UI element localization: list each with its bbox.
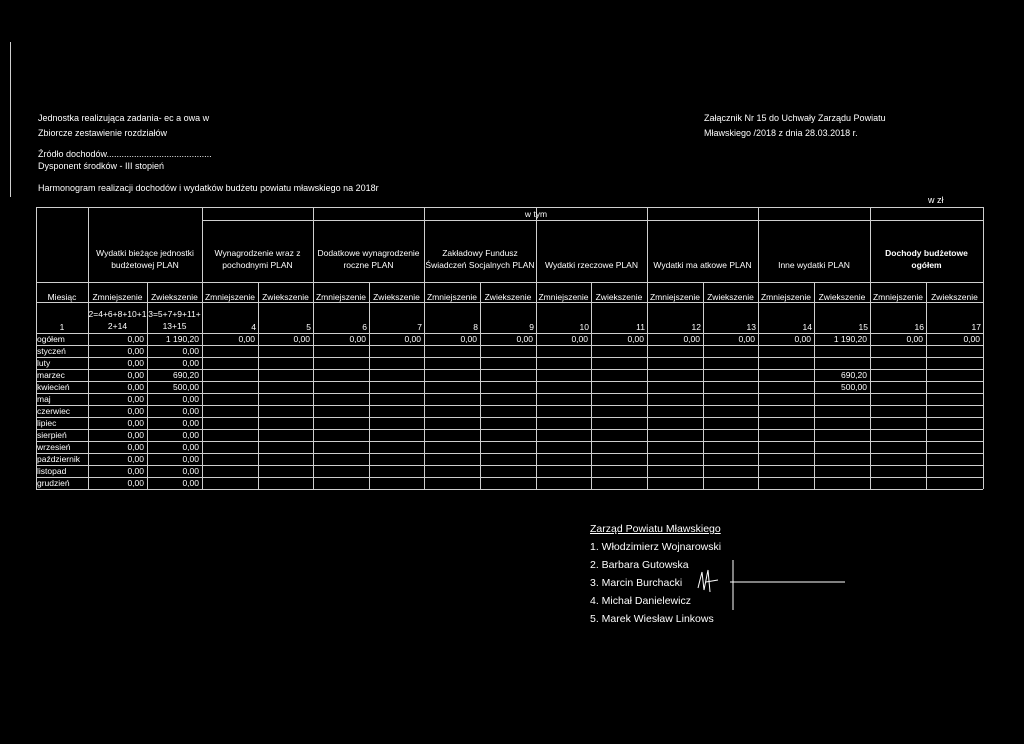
group-header: Dodatkowe wynagrodzenie bbox=[317, 248, 420, 258]
month-label: wrzesień bbox=[37, 442, 71, 452]
subheader: Zmniejszenie bbox=[315, 292, 367, 302]
table-rule bbox=[536, 207, 537, 489]
month-label: grudzień bbox=[37, 478, 70, 488]
column-number: 8 bbox=[473, 322, 478, 332]
table-rule bbox=[36, 489, 983, 490]
table-cell: 0,00 bbox=[127, 478, 144, 488]
group-header: Wynagrodzenie wraz z bbox=[214, 248, 301, 258]
column-number: 4 bbox=[251, 322, 256, 332]
unit-line: Jednostka realizująca zadania- ec a owa w bbox=[38, 113, 210, 123]
table-cell: 0,00 bbox=[963, 334, 980, 344]
column-number: 5 bbox=[306, 322, 311, 332]
subheader: Zwiekszenie bbox=[373, 292, 420, 302]
table-cell: 0,00 bbox=[182, 394, 199, 404]
column-number: 16 bbox=[914, 322, 924, 332]
table-cell: 0,00 bbox=[182, 430, 199, 440]
table-cell: 0,00 bbox=[182, 442, 199, 452]
table-cell: 0,00 bbox=[127, 454, 144, 464]
subheader: Zwiekszenie bbox=[931, 292, 978, 302]
board-member: 2. Barbara Gutowska bbox=[590, 559, 689, 571]
group-header: pochodnymi PLAN bbox=[222, 260, 293, 270]
subheader: Zmniejszenie bbox=[872, 292, 924, 302]
group-header: Wydatki bieżące jednostki bbox=[96, 248, 194, 258]
subheader: Zwiekszenie bbox=[262, 292, 309, 302]
month-label: luty bbox=[37, 358, 51, 368]
table-cell: 500,00 bbox=[841, 382, 867, 392]
group-header: ogółem bbox=[911, 260, 942, 270]
table-cell: 0,00 bbox=[906, 334, 923, 344]
group-header: budżetowej PLAN bbox=[111, 260, 179, 270]
table-cell: 690,20 bbox=[841, 370, 867, 380]
month-label: maj bbox=[37, 394, 51, 404]
table-rule bbox=[870, 220, 983, 221]
month-label: styczeń bbox=[37, 346, 66, 356]
month-label: kwiecień bbox=[37, 382, 70, 392]
group-header: Świadczeń Socjalnych PLAN bbox=[425, 260, 535, 270]
table-cell: 1 190,20 bbox=[165, 334, 199, 344]
table-rule bbox=[758, 207, 759, 489]
table-cell: 690,20 bbox=[173, 370, 199, 380]
group-header: Inne wydatki PLAN bbox=[778, 260, 850, 270]
column-number: 10 bbox=[579, 322, 589, 332]
subheader: Zmniejszenie bbox=[426, 292, 478, 302]
group-header: Zakładowy Fundusz bbox=[442, 248, 518, 258]
subheader: Zmniejszenie bbox=[92, 292, 143, 302]
table-cell: 0,00 bbox=[349, 334, 366, 344]
column-number: 15 bbox=[858, 322, 868, 332]
table-cell: 0,00 bbox=[516, 334, 533, 344]
month-label: lipiec bbox=[37, 418, 57, 428]
table-cell: 0,00 bbox=[404, 334, 421, 344]
board-member: 1. Włodzimierz Wojnarowski bbox=[590, 541, 722, 553]
subheader: Zwiekszenie bbox=[818, 292, 866, 302]
left-margin-rule bbox=[10, 42, 11, 197]
column-number: 2+14 bbox=[107, 321, 128, 331]
table-cell: 0,00 bbox=[460, 334, 477, 344]
table-cell: 0,00 bbox=[182, 418, 199, 428]
month-column-header: Miesiąc bbox=[47, 292, 77, 302]
subheader: Zwiekszenie bbox=[707, 292, 754, 302]
subheader: Zwiekszenie bbox=[151, 292, 198, 302]
table-rule bbox=[647, 207, 648, 489]
month-label: czerwiec bbox=[37, 406, 71, 416]
group-header: Wydatki rzeczowe PLAN bbox=[545, 260, 638, 270]
table-cell: 0,00 bbox=[127, 430, 144, 440]
month-label: październik bbox=[37, 454, 80, 464]
attachment-line-1: Załącznik Nr 15 do Uchwały Zarządu Powiatu bbox=[704, 113, 886, 123]
table-rule bbox=[926, 282, 927, 489]
table-cell: 500,00 bbox=[173, 382, 199, 392]
table-cell: 0,00 bbox=[182, 466, 199, 476]
column-number: 1 bbox=[59, 322, 65, 332]
table-rule bbox=[703, 282, 704, 489]
board-member: 3. Marcin Burchacki bbox=[590, 577, 683, 589]
table-cell: 0,00 bbox=[127, 346, 144, 356]
table-cell: 0,00 bbox=[127, 418, 144, 428]
group-header: roczne PLAN bbox=[343, 260, 394, 270]
board-member: 5. Marek Wiesław Linkows bbox=[590, 613, 714, 625]
column-number: 3=5+7+9+11+ bbox=[148, 309, 201, 319]
document-title: Harmonogram realizacji dochodów i wydatków budżetu powiatu mławskiego na 2018r bbox=[38, 183, 379, 193]
group-header: Wydatki ma atkowe PLAN bbox=[653, 260, 752, 270]
table-cell: 0,00 bbox=[182, 478, 199, 488]
table-rule bbox=[480, 282, 481, 489]
table-cell: 0,00 bbox=[127, 382, 144, 392]
column-number: 9 bbox=[529, 322, 534, 332]
table-cell: 0,00 bbox=[627, 334, 644, 344]
table-rule bbox=[369, 282, 370, 489]
column-number: 14 bbox=[802, 322, 812, 332]
subheader: Zwiekszenie bbox=[595, 292, 643, 302]
month-label: ogółem bbox=[37, 334, 65, 344]
table-rule bbox=[983, 207, 984, 489]
table-cell: 0,00 bbox=[794, 334, 811, 344]
subheader: Zwiekszenie bbox=[484, 292, 532, 302]
subheader: Zmniejszenie bbox=[649, 292, 701, 302]
currency-unit: w zł bbox=[928, 195, 944, 205]
column-number: 7 bbox=[417, 322, 422, 332]
table-rule bbox=[36, 207, 983, 208]
subheader: Zmniejszenie bbox=[538, 292, 589, 302]
table-cell: 1 190,20 bbox=[833, 334, 867, 344]
table-cell: 0,00 bbox=[127, 394, 144, 404]
signature-scribble bbox=[690, 560, 860, 620]
table-rule bbox=[36, 282, 983, 283]
column-number: 12 bbox=[691, 322, 701, 332]
table-rule bbox=[258, 282, 259, 489]
table-cell: 0,00 bbox=[127, 358, 144, 368]
disposer: Dysponent środków - III stopień bbox=[38, 161, 165, 171]
table-cell: 0,00 bbox=[127, 442, 144, 452]
table-cell: 0,00 bbox=[127, 406, 144, 416]
table-cell: 0,00 bbox=[293, 334, 310, 344]
subheader: Zmniejszenie bbox=[204, 292, 256, 302]
table-cell: 0,00 bbox=[127, 370, 144, 380]
table-cell: 0,00 bbox=[738, 334, 755, 344]
month-label: marzec bbox=[37, 370, 65, 380]
table-cell: 0,00 bbox=[683, 334, 700, 344]
column-number: 2=4+6+8+10+1 bbox=[88, 309, 147, 319]
table-cell: 0,00 bbox=[182, 358, 199, 368]
board-title: Zarząd Powiatu Mławskiego bbox=[590, 523, 721, 535]
table-rule bbox=[36, 302, 983, 303]
table-cell: 0,00 bbox=[182, 346, 199, 356]
table-cell: 0,00 bbox=[127, 466, 144, 476]
column-number: 13+15 bbox=[162, 321, 187, 331]
income-source: Źródło dochodów.......................................... bbox=[38, 149, 212, 159]
subheader: Zmniejszenie bbox=[760, 292, 812, 302]
table-cell: 0,00 bbox=[571, 334, 588, 344]
table-cell: 0,00 bbox=[127, 334, 144, 344]
board-member: 4. Michał Danielewicz bbox=[590, 595, 691, 607]
group-header: Dochody budżetowe bbox=[885, 248, 968, 258]
column-number: 11 bbox=[636, 322, 645, 332]
wtym-header: w tym bbox=[524, 209, 548, 219]
summary-line: Zbiorcze zestawienie rozdziałów bbox=[38, 128, 168, 138]
table-cell: 0,00 bbox=[182, 406, 199, 416]
attachment-line-2: Mławskiego /2018 z dnia 28.03.2018 r. bbox=[704, 128, 858, 138]
month-label: listopad bbox=[37, 466, 67, 476]
table-cell: 0,00 bbox=[238, 334, 255, 344]
column-number: 13 bbox=[746, 322, 756, 332]
table-rule bbox=[591, 282, 592, 489]
column-number: 6 bbox=[362, 322, 367, 332]
month-label: sierpień bbox=[37, 430, 67, 440]
column-number: 17 bbox=[971, 322, 981, 332]
table-cell: 0,00 bbox=[182, 454, 199, 464]
